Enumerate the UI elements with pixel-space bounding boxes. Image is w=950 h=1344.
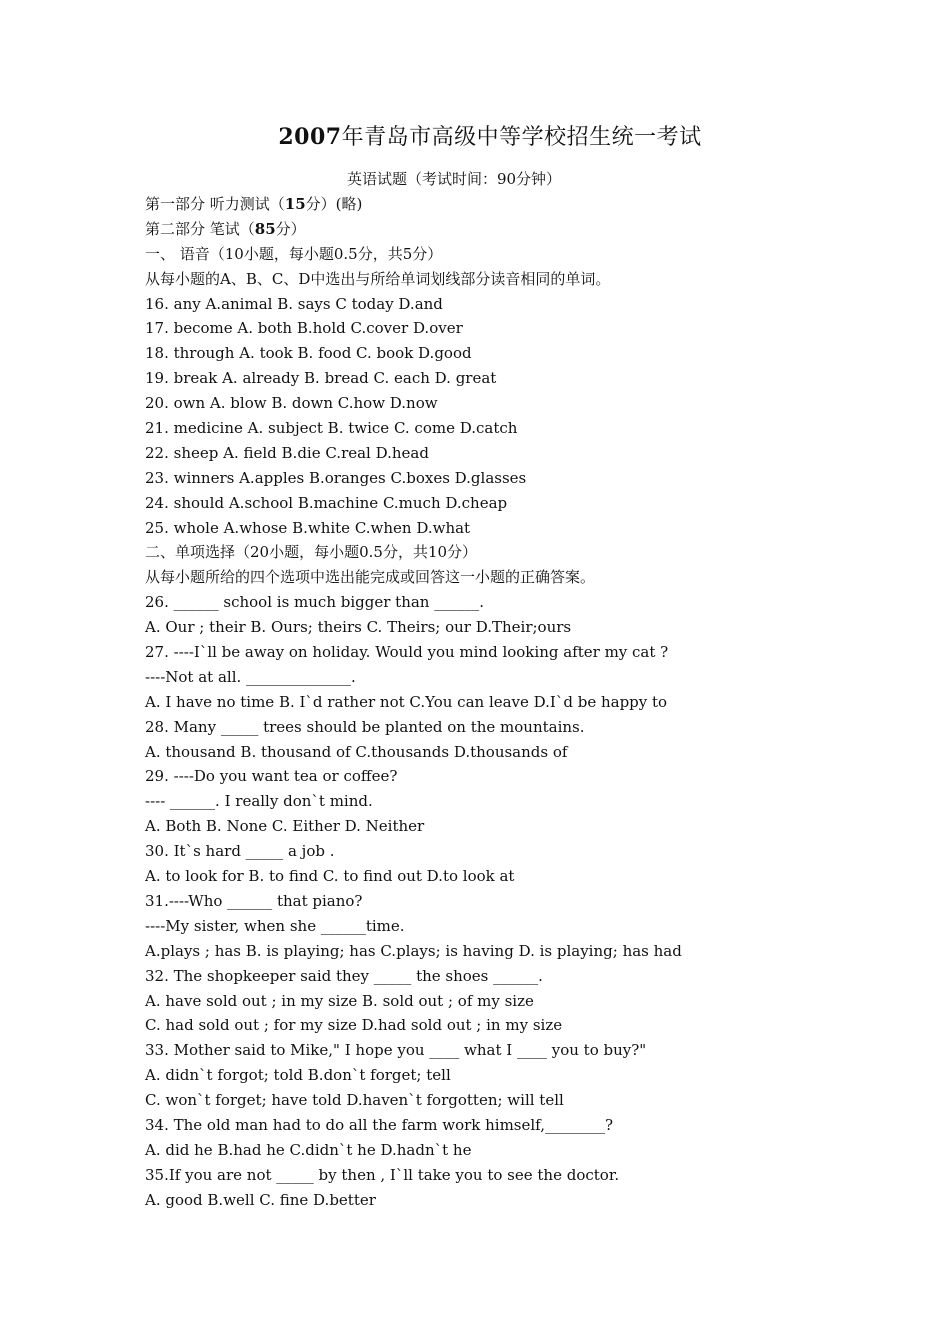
part-two-label: 第二部分 笔试（ [145, 219, 255, 238]
text-line: 34. The old man had to do all the farm work himself,________? [145, 1115, 614, 1134]
exam-title [0, 120, 950, 151]
part-one-points: 15 [284, 195, 306, 213]
text-line: 25. whole A.whose B.white C.when D.what [145, 518, 471, 537]
part-one-suffix: 分）(略) [305, 195, 363, 213]
text-line: 21. medicine A. subject B. twice C. come D.catch [145, 419, 518, 438]
text-line: ---- ______. I really don`t mind. [145, 792, 373, 811]
text-line: A. Our ; their B. Ours; theirs C. Theirs; our D.Their;ours [145, 618, 572, 637]
part-one-label: 第一部分 听力测试（ [145, 195, 285, 213]
text-line: 24. should A.school B.machine C.much D.cheap [145, 493, 508, 512]
part-two-points: 85 [254, 219, 276, 238]
text-line: 从每小题所给的四个选项中选出能完成或回答这一小题的正确答案。 [145, 568, 596, 587]
text-line: 28. Many _____ trees should be planted on the mountains. [145, 717, 585, 736]
text-line: 32. The shopkeeper said they _____ the shoes ______. [145, 966, 543, 985]
exam-title-year: 2007 [278, 124, 342, 150]
text-line: 31.----Who ______ that piano? [145, 891, 363, 910]
text-line: A. didn`t forgot; told B.don`t forget; tell [145, 1066, 451, 1085]
part-one-heading [145, 192, 845, 217]
exam-subtitle: 英语试题（考试时间：90分钟） [346, 170, 562, 188]
text-line: 29. ----Do you want tea or coffee? [145, 767, 398, 786]
text-line: C. had sold out ; for my size D.had sold out ; in my size [145, 1016, 563, 1035]
text-line: 一、 语音（10小题，每小题0.5分，共5分） [145, 244, 443, 263]
text-line: C. won`t forget; have told D.haven`t forgotten; will tell [145, 1091, 564, 1110]
text-line: A. good B.well C. fine D.better [145, 1190, 376, 1209]
text-line: A. thousand B. thousand of C.thousands D.thousands of [145, 742, 568, 761]
exam-body [145, 192, 845, 1213]
text-line: A.plays ; has B. is playing; has C.plays; is having D. is playing; has had [145, 941, 682, 960]
text-line: 二、单项选择（20小题，每小题0.5分，共10分） [145, 543, 478, 562]
text-line: 33. Mother said to Mike," I hope you ____ what I ____ you to buy?" [145, 1041, 647, 1060]
text-line: A. have sold out ; in my size B. sold out ; of my size [145, 991, 534, 1010]
text-line: 16. any A.animal B. says C today D.and [145, 294, 443, 313]
text-line: ----Not at all. ______________. [145, 667, 356, 686]
text-line: A. to look for B. to find C. to find out D.to look at [145, 867, 515, 886]
text-line: 18. through A. took B. food C. book D.good [145, 344, 472, 363]
text-line: A. Both B. None C. Either D. Neither [145, 817, 425, 836]
text-line: 22. sheep A. field B.die C.real D.head [145, 443, 429, 462]
text-line: 从每小题的A、B、C、D中选出与所给单词划线部分读音相同的单词。 [145, 269, 611, 288]
exam-title-text: 年青岛市高级中等学校招生统一考试 [341, 125, 702, 150]
text-line: 26. ______ school is much bigger than ______. [145, 593, 485, 612]
part-two-heading [145, 217, 845, 242]
text-line: 23. winners A.apples B.oranges C.boxes D.glasses [145, 468, 527, 487]
part-two-suffix: 分） [275, 219, 306, 238]
text-line: 27. ----I`ll be away on holiday. Would you mind looking after my cat ? [145, 643, 669, 662]
question-lines [145, 242, 845, 1213]
text-line: 20. own A. blow B. down C.how D.now [145, 394, 438, 413]
text-line: A. did he B.had he C.didn`t he D.hadn`t he [145, 1140, 472, 1159]
text-line: 30. It`s hard _____ a job . [145, 842, 335, 861]
text-line: 19. break A. already B. bread C. each D. great [145, 369, 497, 388]
text-line: ----My sister, when she ______time. [145, 916, 405, 935]
text-line: 35.If you are not _____ by then , I`ll take you to see the doctor. [145, 1165, 620, 1184]
text-line: 17. become A. both B.hold C.cover D.over [145, 319, 463, 338]
text-line: A. I have no time B. I`d rather not C.You can leave D.I`d be happy to [145, 692, 668, 711]
